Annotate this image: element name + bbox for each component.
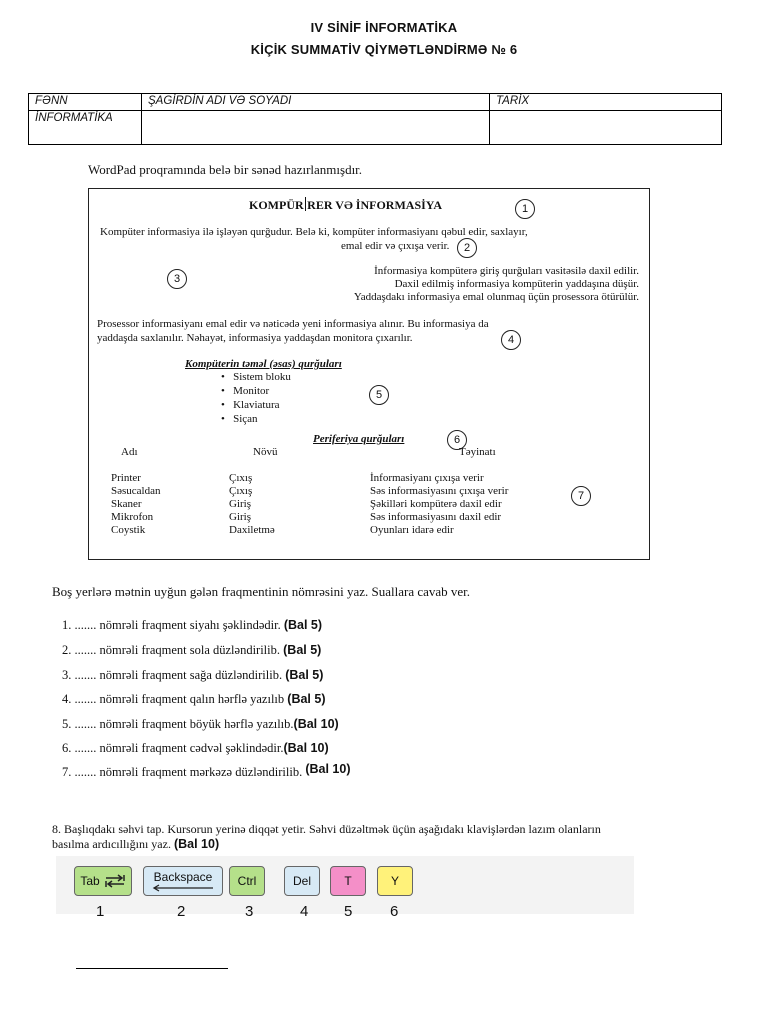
wordpad-document bbox=[88, 188, 650, 560]
document-title: KOMPÜR RER VƏ İNFORMASİYA bbox=[249, 198, 443, 212]
key-number-6: 6 bbox=[390, 903, 399, 920]
table-cell: Giriş bbox=[229, 498, 251, 510]
table-cell: Çıxış bbox=[229, 485, 253, 497]
student-name-field[interactable] bbox=[142, 111, 490, 145]
t-key[interactable]: T bbox=[330, 866, 366, 896]
left-arrow-icon bbox=[151, 884, 215, 892]
table-cell: Çıxış bbox=[229, 472, 253, 484]
table-header-name: Adı bbox=[121, 446, 138, 458]
marker-2: 2 bbox=[457, 238, 477, 258]
marker-5: 5 bbox=[369, 385, 389, 405]
question-6: 6. ....... nömrəli fraqment cədvəl şəklindədir.(Bal 10) bbox=[62, 741, 329, 755]
table-cell: Daxiletmə bbox=[229, 524, 275, 536]
table-cell: Coystik bbox=[111, 524, 146, 536]
table-cell: Şəkilləri kompüterə daxil edir bbox=[370, 498, 502, 510]
table-cell: İnformasiyanı çıxışa verir bbox=[370, 472, 484, 484]
marker-4: 4 bbox=[501, 330, 521, 350]
header-line-1: IV SİNİF İNFORMATİKA bbox=[310, 20, 458, 35]
backspace-key[interactable]: Backspace bbox=[143, 866, 223, 896]
paragraph-1-line-1: Kompüter informasiya ilə işləyən qurğudur. Belə ki, kompüter informasiyanı qəbul edir, saxlayır, bbox=[100, 226, 528, 238]
answer-line[interactable] bbox=[76, 968, 228, 969]
list-item: • Monitor bbox=[221, 385, 270, 397]
paragraph-3-line-2: yaddaşda saxlanılır. Nəhayət, informasiya yaddaşdan monitora çıxarılır. bbox=[97, 332, 413, 344]
table-cell: Oyunları idarə edir bbox=[370, 524, 454, 536]
subject-value: İNFORMATİKA bbox=[29, 111, 142, 145]
marker-1: 1 bbox=[515, 199, 535, 219]
intro-text: WordPad proqramında belə bir sənəd hazırlanmışdır. bbox=[88, 162, 363, 177]
instruction-text: Boş yerlərə mətnin uyğun gələn fraqmentinin nömrəsini yaz. Suallara cavab ver. bbox=[52, 584, 471, 599]
student-info-table bbox=[28, 93, 722, 145]
question-4: 4. ....... nömrəli fraqment qalın hərflə yazılıb (Bal 5) bbox=[62, 692, 326, 706]
table-cell: Giriş bbox=[229, 511, 251, 523]
ctrl-key[interactable]: Ctrl bbox=[229, 866, 265, 896]
table-header-purpose: Təyinatı bbox=[459, 446, 496, 458]
text-cursor bbox=[305, 197, 307, 211]
question-2: 2. ....... nömrəli fraqment sola düzləndirilib. (Bal 5) bbox=[62, 643, 322, 657]
del-key[interactable]: Del bbox=[284, 866, 320, 896]
table-cell: Skaner bbox=[111, 498, 142, 510]
table-cell: Səsucaldan bbox=[111, 485, 161, 497]
question-8: 8. Başlıqdakı səhvi tap. Kursorun yerinə diqqət yetir. Səhvi düzəltmək üçün aşağıdakı klavişlərdən lazım olanların basılma ardıcıllığını yaz. (Bal 10) bbox=[52, 822, 601, 851]
paragraph-3-line-1: Prosessor informasiyanı emal edir və nəticədə yeni informasiya alınır. Bu informasiya da bbox=[97, 318, 489, 330]
key-number-2: 2 bbox=[177, 903, 186, 920]
marker-6: 6 bbox=[447, 430, 467, 450]
list-item: • Sistem bloku bbox=[221, 371, 291, 383]
marker-7: 7 bbox=[571, 486, 591, 506]
list-title: Kompüterin təməl (əsas) qurğuları bbox=[185, 358, 342, 370]
key-number-3: 3 bbox=[245, 903, 254, 920]
student-name-header: ŞAGİRDİN ADI VƏ SOYADI bbox=[142, 94, 490, 111]
tab-arrows-icon bbox=[104, 874, 126, 888]
date-field[interactable] bbox=[490, 111, 722, 145]
key-number-4: 4 bbox=[300, 903, 309, 920]
table-cell: Mikrofon bbox=[111, 511, 154, 523]
key-number-1: 1 bbox=[96, 903, 105, 920]
table-cell: Səs informasiyasını daxil edir bbox=[370, 511, 502, 523]
question-1: 1. ....... nömrəli fraqment siyahı şəklindədir. (Bal 5) bbox=[62, 618, 323, 632]
question-3: 3. ....... nömrəli fraqment sağa düzləndirilib. (Bal 5) bbox=[62, 668, 324, 682]
paragraph-2-line-2: Daxil edilmiş informasiya kompüterin yaddaşına düşür. bbox=[394, 278, 639, 290]
list-item: • Klaviatura bbox=[221, 399, 280, 411]
header-line-2: KİÇİK SUMMATİV QİYMƏTLƏNDİRMƏ № 6 bbox=[250, 42, 518, 57]
key-number-5: 5 bbox=[344, 903, 353, 920]
marker-3: 3 bbox=[167, 269, 187, 289]
list-item: • Siçan bbox=[221, 413, 258, 425]
date-header: TARİX bbox=[490, 94, 722, 111]
question-7: 7. ....... nömrəli fraqment mərkəzə düzləndirilib. (Bal 10) bbox=[62, 762, 351, 779]
paragraph-2-line-1: İnformasiya kompüterə giriş qurğuları vasitəsilə daxil edilir. bbox=[374, 265, 639, 277]
paragraph-1-line-2: emal edir və çıxışa verir. bbox=[341, 240, 450, 252]
table-title: Periferiya qurğuları bbox=[313, 433, 405, 445]
y-key[interactable]: Y bbox=[377, 866, 413, 896]
table-cell: Printer bbox=[111, 472, 141, 484]
paragraph-2-line-3: Yaddaşdakı informasiya emal olunmaq üçün prosessora ötürülür. bbox=[353, 291, 639, 303]
subject-header: FƏNN bbox=[29, 94, 142, 111]
table-header-type: Növü bbox=[253, 446, 278, 458]
table-cell: Səs informasiyasını çıxışa verir bbox=[370, 485, 509, 497]
tab-key[interactable]: Tab bbox=[74, 866, 132, 896]
question-5: 5. ....... nömrəli fraqment böyük hərflə yazılıb.(Bal 10) bbox=[62, 717, 339, 731]
